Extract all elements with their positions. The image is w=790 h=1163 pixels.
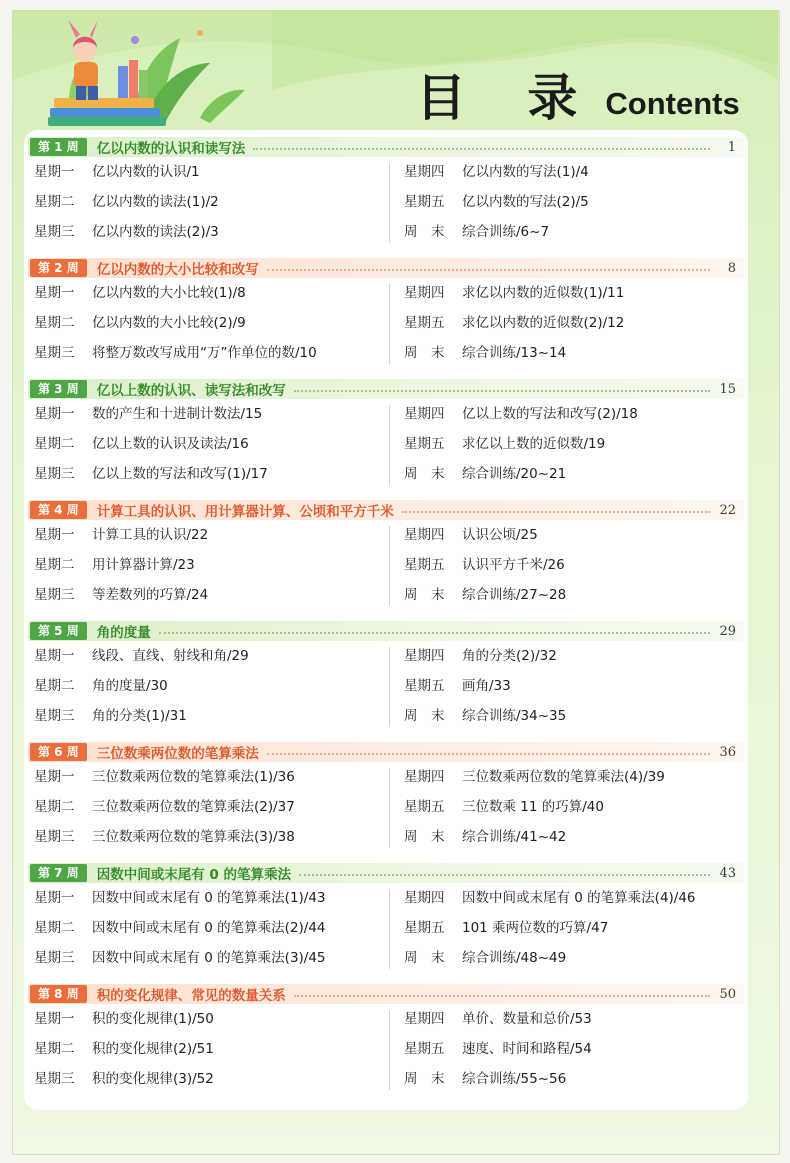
topic-label: 数的产生和十进制计数法/15 xyxy=(92,406,263,422)
week-badge: 第 1 周 xyxy=(30,138,87,156)
toc-entry[interactable] xyxy=(34,338,389,368)
day-label: 星期一 xyxy=(34,1011,75,1027)
day-label: 星期一 xyxy=(34,164,75,180)
day-label: 星期三 xyxy=(34,587,75,603)
day-label: 星期五 xyxy=(404,678,445,694)
toc-entry[interactable] xyxy=(404,883,734,913)
toc-entry[interactable] xyxy=(34,278,389,308)
topic-label: 101 乘两位数的巧算/47 xyxy=(462,920,609,936)
toc-entry[interactable] xyxy=(34,157,389,187)
day-label: 星期二 xyxy=(34,678,75,694)
day-label: 星期五 xyxy=(404,436,445,452)
toc-entry[interactable] xyxy=(34,459,389,489)
topic-label: 积的变化规律(2)/51 xyxy=(92,1041,214,1057)
topic-label: 速度、时间和路程/54 xyxy=(462,1041,592,1057)
column-divider xyxy=(389,163,390,243)
week-section-1 xyxy=(24,137,748,245)
day-label: 星期四 xyxy=(404,285,445,301)
week-title: 因数中间或末尾有 0 的笔算乘法 xyxy=(96,867,292,883)
day-label: 星期三 xyxy=(34,466,75,482)
topic-label: 亿以上数的认识及读法/16 xyxy=(92,436,249,452)
topic-label: 三位数乘 11 的巧算/40 xyxy=(462,799,604,815)
topic-label: 亿以上数的写法和改写(1)/17 xyxy=(92,466,268,482)
toc-entry[interactable] xyxy=(34,217,389,247)
day-label: 星期一 xyxy=(34,285,75,301)
topic-label: 求亿以内数的近似数(2)/12 xyxy=(462,315,625,331)
day-label: 星期一 xyxy=(34,769,75,785)
week-badge: 第 5 周 xyxy=(30,622,87,640)
day-label: 星期三 xyxy=(34,829,75,845)
toc-entry[interactable] xyxy=(404,278,734,308)
dot-leader xyxy=(402,511,710,513)
week-header[interactable] xyxy=(28,258,744,278)
week-badge: 第 2 周 xyxy=(30,259,87,277)
day-label: 周 末 xyxy=(404,950,445,966)
dot-leader xyxy=(159,632,710,634)
toc-entry[interactable] xyxy=(34,1004,389,1034)
day-label: 星期二 xyxy=(34,315,75,331)
topic-label: 等差数列的巧算/24 xyxy=(92,587,209,603)
topic-label: 求亿以上数的近似数/19 xyxy=(462,436,606,452)
week-page-number: 15 xyxy=(719,381,736,397)
day-label: 星期二 xyxy=(34,799,75,815)
toc-entry[interactable] xyxy=(404,701,734,731)
week-entries xyxy=(24,762,748,850)
topic-label: 单价、数量和总价/53 xyxy=(462,1011,592,1027)
topic-label: 三位数乘两位数的笔算乘法(4)/39 xyxy=(462,769,665,785)
contents-card xyxy=(24,130,748,1110)
week-page-number: 36 xyxy=(719,744,736,760)
toc-entry[interactable] xyxy=(404,641,734,671)
day-label: 星期二 xyxy=(34,557,75,573)
page-title xyxy=(416,58,740,128)
toc-entry[interactable] xyxy=(404,1064,734,1094)
topic-label: 综合训练/20~21 xyxy=(462,466,567,482)
topic-label: 求亿以内数的近似数(1)/11 xyxy=(462,285,625,301)
week-title: 亿以上数的认识、读写法和改写 xyxy=(96,383,286,399)
topic-label: 将整万数改写成用“万”作单位的数/10 xyxy=(92,345,317,361)
week-entries xyxy=(24,883,748,971)
reading-girl-illustration xyxy=(40,18,250,133)
day-label: 星期二 xyxy=(34,194,75,210)
topic-label: 亿以内数的读法(1)/2 xyxy=(92,194,219,210)
day-label: 星期三 xyxy=(34,345,75,361)
toc-entry[interactable] xyxy=(404,671,734,701)
toc-entry[interactable] xyxy=(404,520,734,550)
week-title: 计算工具的认识、用计算器计算、公顷和平方千米 xyxy=(96,504,394,520)
week-header[interactable] xyxy=(28,863,744,883)
week-section-3 xyxy=(24,379,748,487)
toc-entry[interactable] xyxy=(34,187,389,217)
dot-leader xyxy=(267,753,710,755)
week-header[interactable] xyxy=(28,500,744,520)
topic-label: 亿以内数的读法(2)/3 xyxy=(92,224,219,240)
day-label: 星期五 xyxy=(404,557,445,573)
topic-label: 因数中间或末尾有 0 的笔算乘法(1)/43 xyxy=(92,890,326,906)
day-label: 星期四 xyxy=(404,527,445,543)
week-entries xyxy=(24,399,748,487)
toc-entry[interactable] xyxy=(404,792,734,822)
toc-entry[interactable] xyxy=(34,1034,389,1064)
topic-label: 综合训练/27~28 xyxy=(462,587,567,603)
dot-leader xyxy=(253,148,710,150)
week-page-number: 22 xyxy=(719,502,736,518)
column-divider xyxy=(389,405,390,485)
column-divider xyxy=(389,526,390,606)
topic-label: 亿以内数的写法(1)/4 xyxy=(462,164,589,180)
day-label: 星期五 xyxy=(404,1041,445,1057)
week-section-5 xyxy=(24,621,748,729)
day-label: 星期二 xyxy=(34,920,75,936)
topic-label: 画角/33 xyxy=(462,678,511,694)
column-divider xyxy=(389,647,390,727)
toc-entry[interactable] xyxy=(404,1034,734,1064)
topic-label: 亿以内数的大小比较(1)/8 xyxy=(92,285,246,301)
day-label: 星期五 xyxy=(404,920,445,936)
week-entries xyxy=(24,278,748,366)
week-page-number: 29 xyxy=(719,623,736,639)
toc-entry[interactable] xyxy=(34,792,389,822)
topic-label: 三位数乘两位数的笔算乘法(1)/36 xyxy=(92,769,295,785)
topic-label: 亿以内数的认识/1 xyxy=(92,164,200,180)
toc-entry[interactable] xyxy=(404,429,734,459)
column-divider xyxy=(389,284,390,364)
toc-entry[interactable] xyxy=(34,641,389,671)
day-label: 星期五 xyxy=(404,194,445,210)
topic-label: 因数中间或末尾有 0 的笔算乘法(3)/45 xyxy=(92,950,326,966)
toc-entry[interactable] xyxy=(34,943,389,973)
topic-label: 因数中间或末尾有 0 的笔算乘法(2)/44 xyxy=(92,920,326,936)
toc-entry[interactable] xyxy=(34,762,389,792)
day-label: 周 末 xyxy=(404,466,445,482)
week-entries xyxy=(24,157,748,245)
day-label: 星期二 xyxy=(34,436,75,452)
topic-label: 角的分类(1)/31 xyxy=(92,708,187,724)
day-label: 星期三 xyxy=(34,224,75,240)
day-label: 星期四 xyxy=(404,769,445,785)
week-page-number: 43 xyxy=(719,865,736,881)
topic-label: 认识公顷/25 xyxy=(462,527,538,543)
dot-leader xyxy=(267,269,710,271)
week-section-6 xyxy=(24,742,748,850)
week-title: 角的度量 xyxy=(96,625,151,641)
week-badge: 第 6 周 xyxy=(30,743,87,761)
week-badge: 第 4 周 xyxy=(30,501,87,519)
day-label: 星期三 xyxy=(34,708,75,724)
toc-entry[interactable] xyxy=(34,520,389,550)
week-title: 三位数乘两位数的笔算乘法 xyxy=(96,746,259,762)
topic-label: 亿以内数的大小比较(2)/9 xyxy=(92,315,246,331)
topic-label: 亿以上数的写法和改写(2)/18 xyxy=(462,406,638,422)
topic-label: 综合训练/55~56 xyxy=(462,1071,567,1087)
week-header[interactable] xyxy=(28,379,744,399)
topic-label: 亿以内数的写法(2)/5 xyxy=(462,194,589,210)
column-divider xyxy=(389,768,390,848)
title-chinese: 目 录 xyxy=(416,69,600,127)
toc-entry[interactable] xyxy=(34,822,389,852)
week-title: 亿以内数的认识和读写法 xyxy=(96,141,246,157)
toc-entry[interactable] xyxy=(404,308,734,338)
day-label: 星期四 xyxy=(404,890,445,906)
topic-label: 用计算器计算/23 xyxy=(92,557,195,573)
day-label: 星期一 xyxy=(34,406,75,422)
toc-entry[interactable] xyxy=(404,1004,734,1034)
week-header[interactable] xyxy=(28,984,744,1004)
day-label: 星期四 xyxy=(404,1011,445,1027)
week-entries xyxy=(24,1004,748,1092)
toc-entry[interactable] xyxy=(34,701,389,731)
topic-label: 因数中间或末尾有 0 的笔算乘法(4)/46 xyxy=(462,890,696,906)
day-label: 星期四 xyxy=(404,648,445,664)
day-label: 星期五 xyxy=(404,799,445,815)
toc-entry[interactable] xyxy=(404,338,734,368)
dot-leader xyxy=(299,874,710,876)
toc-entry[interactable] xyxy=(404,217,734,247)
title-english: Contents xyxy=(605,86,740,121)
toc-entry[interactable] xyxy=(404,943,734,973)
topic-label: 角的度量/30 xyxy=(92,678,168,694)
topic-label: 计算工具的认识/22 xyxy=(92,527,209,543)
toc-entry[interactable] xyxy=(404,459,734,489)
topic-label: 综合训练/48~49 xyxy=(462,950,567,966)
toc-entry[interactable] xyxy=(34,580,389,610)
column-divider xyxy=(389,1010,390,1090)
toc-entry[interactable] xyxy=(404,550,734,580)
day-label: 星期二 xyxy=(34,1041,75,1057)
toc-entry[interactable] xyxy=(404,187,734,217)
topic-label: 积的变化规律(3)/52 xyxy=(92,1071,214,1087)
topic-label: 线段、直线、射线和角/29 xyxy=(92,648,249,664)
topic-label: 综合训练/13~14 xyxy=(462,345,567,361)
toc-entry[interactable] xyxy=(34,883,389,913)
toc-entry[interactable] xyxy=(404,822,734,852)
toc-entry[interactable] xyxy=(34,913,389,943)
toc-entry[interactable] xyxy=(34,429,389,459)
week-title: 亿以内数的大小比较和改写 xyxy=(96,262,259,278)
topic-label: 角的分类(2)/32 xyxy=(462,648,557,664)
week-entries xyxy=(24,520,748,608)
day-label: 周 末 xyxy=(404,224,445,240)
dot-leader xyxy=(294,995,710,997)
topic-label: 积的变化规律(1)/50 xyxy=(92,1011,214,1027)
topic-label: 综合训练/34~35 xyxy=(462,708,567,724)
day-label: 周 末 xyxy=(404,1071,445,1087)
day-label: 星期三 xyxy=(34,1071,75,1087)
topic-label: 三位数乘两位数的笔算乘法(3)/38 xyxy=(92,829,295,845)
week-badge: 第 7 周 xyxy=(30,864,87,882)
toc-entry[interactable] xyxy=(34,308,389,338)
toc-entry[interactable] xyxy=(34,399,389,429)
week-badge: 第 8 周 xyxy=(30,985,87,1003)
toc-entry[interactable] xyxy=(34,550,389,580)
toc-entry[interactable] xyxy=(404,762,734,792)
toc-entry[interactable] xyxy=(404,399,734,429)
week-entries xyxy=(24,641,748,729)
topic-label: 认识平方千米/26 xyxy=(462,557,565,573)
week-page-number: 50 xyxy=(719,986,736,1002)
week-section-7 xyxy=(24,863,748,971)
column-divider xyxy=(389,889,390,969)
week-page-number: 8 xyxy=(727,260,736,276)
week-badge: 第 3 周 xyxy=(30,380,87,398)
toc-entry[interactable] xyxy=(404,157,734,187)
toc-entry[interactable] xyxy=(404,580,734,610)
toc-entry[interactable] xyxy=(34,671,389,701)
dot-leader xyxy=(294,390,710,392)
topic-label: 综合训练/41~42 xyxy=(462,829,567,845)
day-label: 星期一 xyxy=(34,648,75,664)
topic-label: 综合训练/6~7 xyxy=(462,224,550,240)
day-label: 周 末 xyxy=(404,708,445,724)
day-label: 周 末 xyxy=(404,829,445,845)
day-label: 星期三 xyxy=(34,950,75,966)
day-label: 星期四 xyxy=(404,406,445,422)
week-section-4 xyxy=(24,500,748,608)
day-label: 星期一 xyxy=(34,890,75,906)
week-page-number: 1 xyxy=(727,139,736,155)
week-section-2 xyxy=(24,258,748,366)
week-section-8 xyxy=(24,984,748,1092)
week-title: 积的变化规律、常见的数量关系 xyxy=(96,988,286,1004)
day-label: 周 末 xyxy=(404,587,445,603)
week-header[interactable] xyxy=(28,137,744,157)
toc-entry[interactable] xyxy=(34,1064,389,1094)
day-label: 周 末 xyxy=(404,345,445,361)
day-label: 星期五 xyxy=(404,315,445,331)
week-header[interactable] xyxy=(28,742,744,762)
day-label: 星期四 xyxy=(404,164,445,180)
toc-entry[interactable] xyxy=(404,913,734,943)
topic-label: 三位数乘两位数的笔算乘法(2)/37 xyxy=(92,799,295,815)
week-header[interactable] xyxy=(28,621,744,641)
day-label: 星期一 xyxy=(34,527,75,543)
